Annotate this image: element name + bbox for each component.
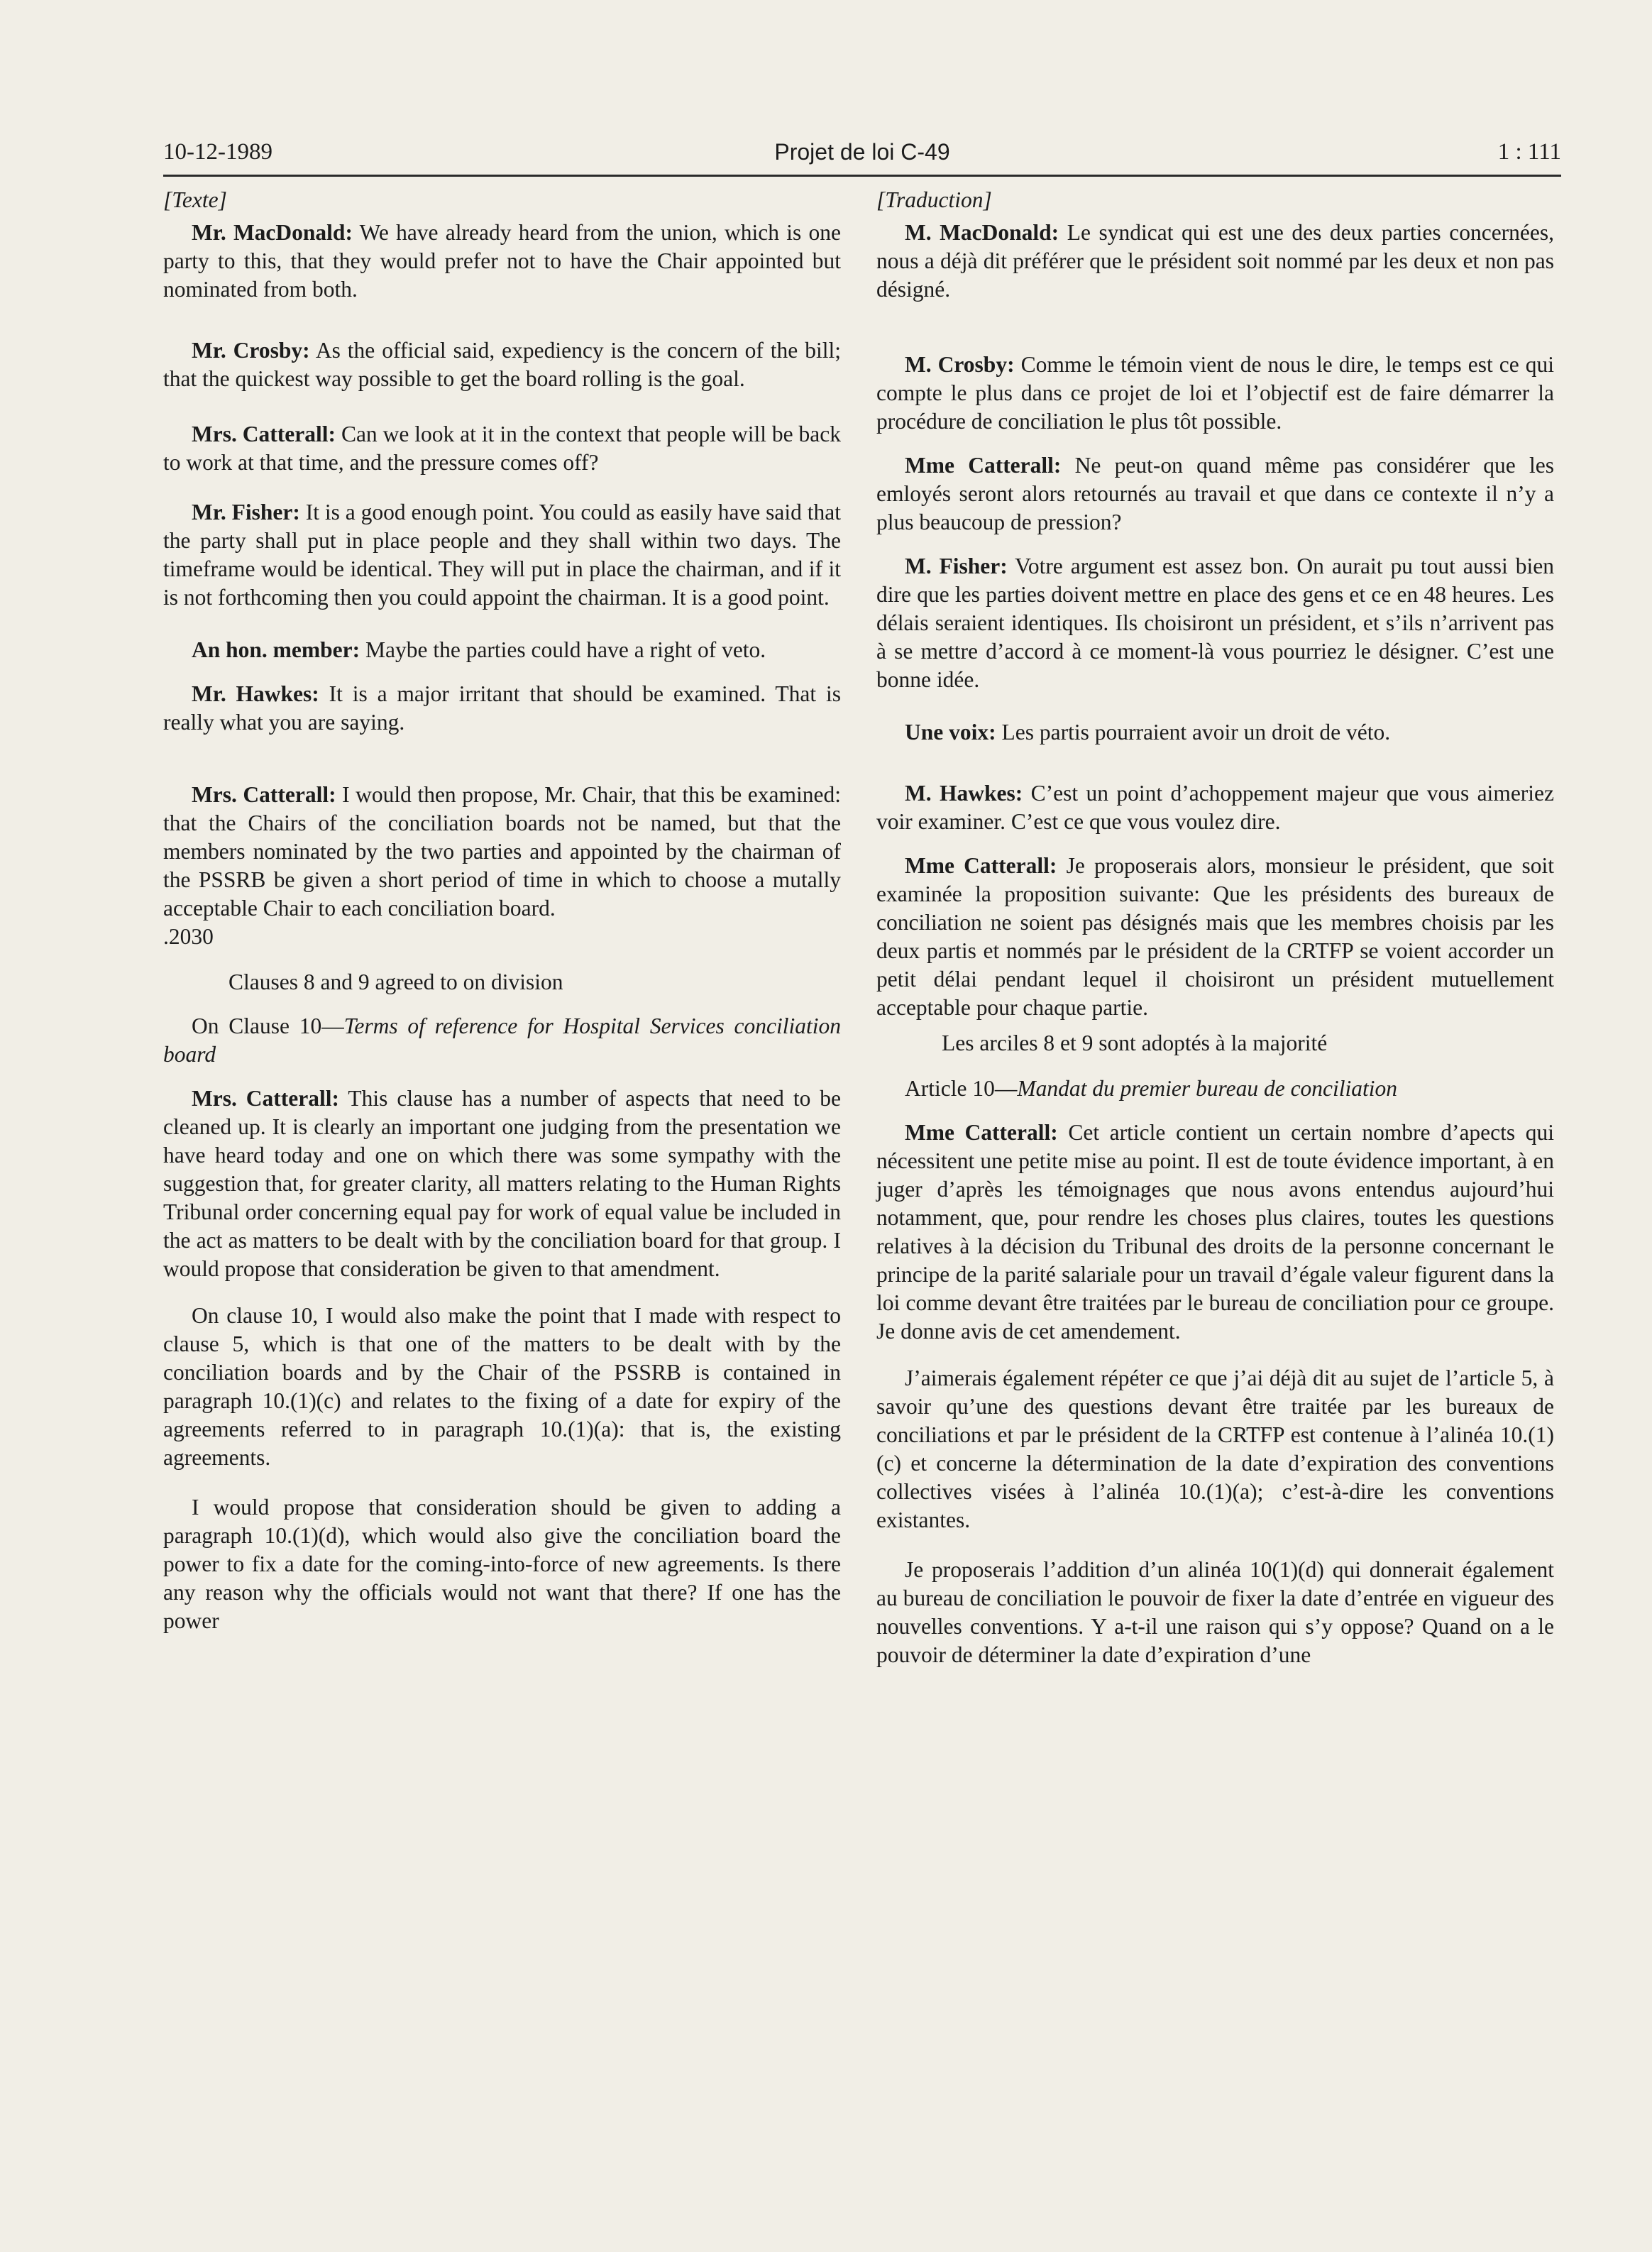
text-tag: [Texte] xyxy=(163,187,227,212)
speaker-name: Mr. MacDonald: xyxy=(192,220,353,245)
paragraph: J’aimerais également répéter ce que j’ai déjà dit au sujet de l’article 5, à savoir qu’une des questions devant être traitée par les bureaux de conciliations et par le président de la CRTFP est contenue à l’alinéa 10.(1)(c) et concerne la détermination de la date d’expiration des conventions collectives visées à l’alinéa 10.(1)(a); c’est-à-dire les conventions existantes. xyxy=(876,1366,1554,1532)
speaker-name: M. Hawkes: xyxy=(905,781,1023,806)
paragraph xyxy=(876,779,1554,836)
speaker-name: Mme Catterall: xyxy=(905,453,1062,478)
paragraph xyxy=(876,451,1554,537)
paragraph: I would propose that consideration should be given to adding a paragraph 10.(1)(d), which would also give the conciliation board the power to fix a date for the coming-into-force of new agreements. Is there any reason why the officials would not want that there? If one has the power xyxy=(163,1495,841,1633)
paragraph xyxy=(876,718,1554,747)
clause-prefix: Article 10— xyxy=(905,1076,1018,1101)
paragraph xyxy=(163,781,841,923)
paragraph-text: Je proposerais alors, monsieur le président, que soit examinée la proposition suivante: Que les présidents des bureaux de conciliation ne soient pas désignés mais que les membres choisis par les deux partis et nommés par le président de la CRTFP se voient accorder un petit délai pendant lequel il choisiront un président mutuellement acceptable pour chaque partie. xyxy=(876,853,1555,1020)
speaker-name: Une voix: xyxy=(905,720,996,745)
header-title: Projet de loi C-49 xyxy=(774,139,950,165)
paragraph xyxy=(163,336,841,393)
paragraph xyxy=(163,498,841,612)
speaker-name: M. Fisher: xyxy=(905,554,1008,578)
paragraph-text: Cet article contient un certain nombre d’apects qui nécessitent une petite mise au point. Il est de toute évidence important, à en juger d’après les témoignages que nous avons entendus aujourd’hui notamment, que, pour rendre les choses plus claires, toutes les questions relatives à la décision du Tribunal des droits de la personne concernant le principe de la parité salariale pour un travail d’égale valeur figurent dans la loi comme devant être traitées par le bureau de conciliation pour ce groupe. Je donne avis de cet amendement. xyxy=(876,1120,1554,1344)
speaker-name: An hon. member: xyxy=(192,637,360,662)
english-column xyxy=(163,186,841,1651)
paragraph xyxy=(163,420,841,477)
speaker-name: M. Crosby: xyxy=(905,352,1015,377)
speaker-name: Mr. Hawkes: xyxy=(192,681,319,706)
paragraph-text: As the official said, expediency is the concern of the bill; that the quickest way possible to get the board rolling is the goal. xyxy=(163,338,842,391)
speaker-name: Mr. Crosby: xyxy=(192,338,310,363)
paragraph-text: It is a major irritant that should be examined. That is really what you are saying. xyxy=(163,681,842,735)
paragraph xyxy=(163,680,841,737)
clause-heading xyxy=(163,1012,841,1069)
paragraph-text: Le syndicat qui est une des deux parties concernées, nous a déjà dit préférer que le président soit nommé par les deux et non pas désigné. xyxy=(876,220,1555,302)
header-page-number: 1 : 111 xyxy=(1497,139,1561,165)
speaker-name: Mrs. Catterall: xyxy=(192,1086,339,1111)
paragraph-text: Les partis pourraient avoir un droit de véto. xyxy=(1001,720,1391,745)
paragraph-text: Comme le témoin vient de nous le dire, le temps est ce qui compte le plus dans ce projet de loi et l’objectif est de faire démarrer la procédure de conciliation le plus tôt possible. xyxy=(876,352,1555,434)
paragraph xyxy=(163,219,841,304)
paragraph xyxy=(876,552,1554,694)
page-header xyxy=(163,136,1561,179)
paragraph xyxy=(876,1119,1554,1346)
paragraph-text: Ne peut-on quand même pas considérer que les emloyés seront alors retournés au travail et que dans ce contexte il n’y a plus beaucoup de pression? xyxy=(876,453,1555,534)
clause-heading xyxy=(876,1075,1554,1103)
speaker-name: Mrs. Catterall: xyxy=(192,422,336,446)
speaker-name: Mr. Fisher: xyxy=(192,500,300,524)
paragraph xyxy=(163,636,841,664)
paragraph-text: We have already heard from the union, which is one party to this, that they would prefer not to have the Chair appointed but nominated from both. xyxy=(163,220,841,302)
paragraph-text: It is a good enough point. You could as easily have said that the party shall put in place people and they shall within two days. The timeframe would be identical. They will put in place the chairman, and if it is not forthcoming then you could appoint the chairman. It is a good point. xyxy=(163,500,842,610)
speaker-name: M. MacDonald: xyxy=(905,220,1059,245)
paragraph-text: Maybe the parties could have a right of veto. xyxy=(365,637,766,662)
paragraph-text: Can we look at it in the context that people will be back to work at that time, and the pressure comes off? xyxy=(163,422,842,475)
paragraph-text: This clause has a number of aspects that need to be cleaned up. It is clearly an important one judging from the presentation we have heard today and one on which there was some sympathy with the suggestion that, for greater clarity, all matters relating to the Human Rights Tribunal order concerning equal pay for work of equal value be included in the act as matters to be dealt with by the conciliation board for that group. I would propose that consideration be given to that amendment. xyxy=(163,1086,842,1281)
clause-title: Terms of reference for Hospital Services conciliation board xyxy=(163,1014,841,1067)
speaker-name: Mme Catterall: xyxy=(905,853,1057,878)
clause-agreed-note: Les arciles 8 et 9 sont adoptés à la majorité xyxy=(942,1031,1328,1055)
french-column xyxy=(876,186,1554,1685)
translation-tag: [Traduction] xyxy=(876,187,992,212)
time-stamp: .2030 xyxy=(163,924,214,949)
speaker-name: Mrs. Catterall: xyxy=(192,782,336,807)
header-date: 10-12-1989 xyxy=(163,139,272,165)
speaker-name: Mme Catterall: xyxy=(905,1120,1058,1145)
paragraph-text: I would then propose, Mr. Chair, that this be examined: that the Chairs of the conciliation boards not be named, but that the members nominated by the two parties and appointed by the chairman of the PSSRB be given a short period of time in which to choose a mutally acceptable Chair to each conciliation board. xyxy=(163,782,841,921)
header-rule xyxy=(163,175,1561,177)
paragraph xyxy=(876,852,1554,1022)
clause-prefix: On Clause 10— xyxy=(192,1014,344,1038)
paragraph: On clause 10, I would also make the point that I made with respect to clause 5, which is that one of the matters to be dealt with by the conciliation boards and by the Chair of the PSSRB is contained in paragraph 10.(1)(c) and relates to the fixing of a date for expiry of the agreements referred to in paragraph 10.(1)(a): that is, the existing agreements. xyxy=(163,1303,841,1470)
paragraph xyxy=(876,351,1554,436)
paragraph-text: Votre argument est assez bon. On aurait pu tout aussi bien dire que les parties doivent mettre en place des gens et ce en 48 heures. Les délais seraient identiques. Ils choisiront un président, et s’ils n’arrivent pas à se mettre d’accord à ce moment-là vous pourriez le désigner. C’est une bonne idée. xyxy=(876,554,1554,692)
paragraph-text: C’est un point d’achoppement majeur que vous aimeriez voir examiner. C’est ce que vous voulez dire. xyxy=(876,781,1555,834)
clause-agreed-note: Clauses 8 and 9 agreed to on division xyxy=(228,970,563,994)
paragraph xyxy=(876,219,1554,304)
paragraph xyxy=(163,1084,841,1283)
clause-title: Mandat du premier bureau de conciliation xyxy=(1017,1076,1398,1101)
paragraph: Je proposerais l’addition d’un alinéa 10(1)(d) qui donnerait également au bureau de conciliation le pouvoir de fixer la date d’entrée en vigueur des nouvelles conventions. Y a-t-il une raison qui s’y oppose? Quand on a le pouvoir de déterminer la date d’expiration d’une xyxy=(876,1557,1554,1667)
